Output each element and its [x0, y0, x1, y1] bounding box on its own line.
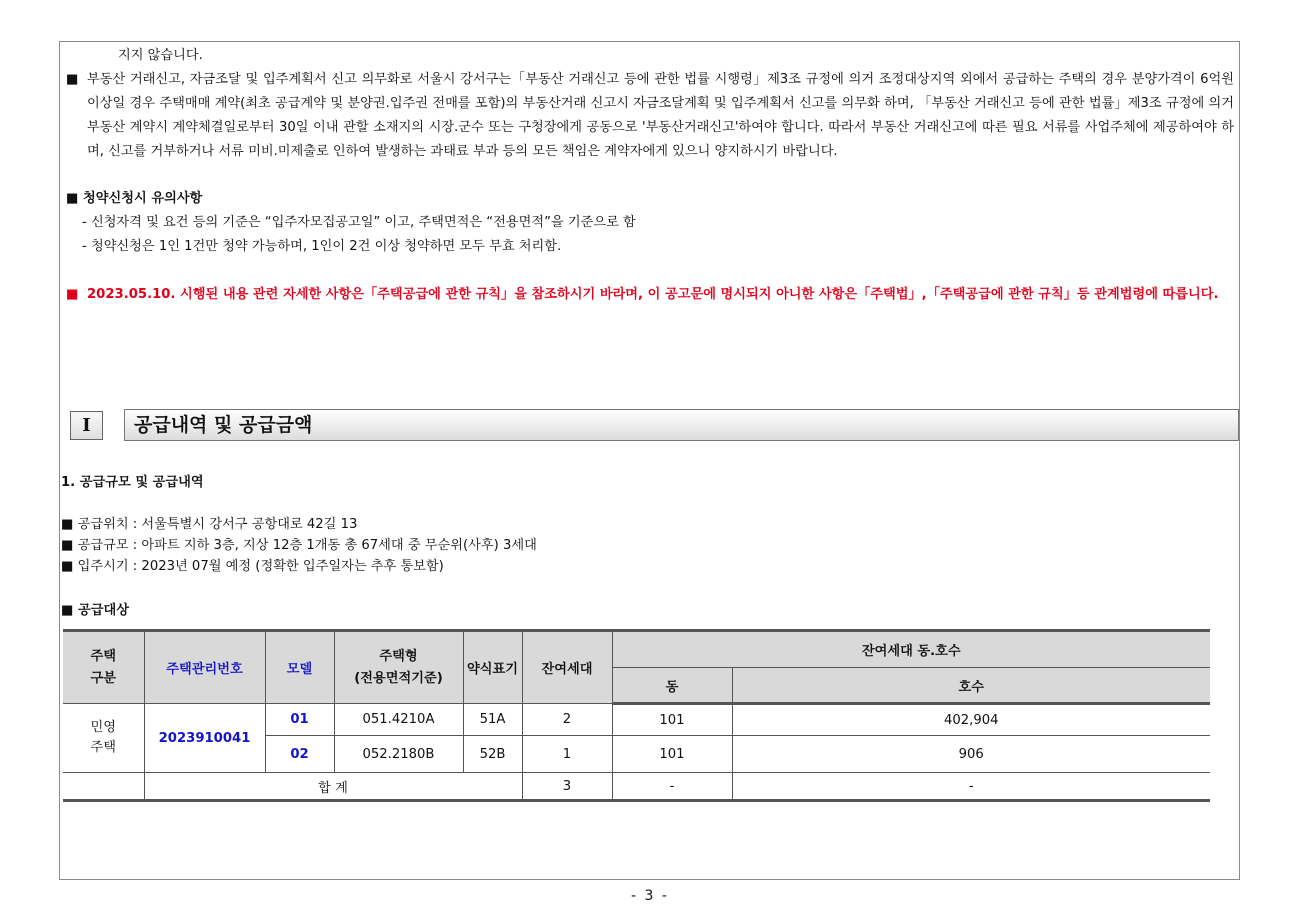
supply-location: ■ 공급위치 : 서울특별시 강서구 공항대로 42길 13: [61, 517, 358, 532]
page-number: - 3 -: [631, 888, 669, 904]
cell-house-type: 051.4210A: [334, 704, 463, 736]
regulation-notice-text: 2023.05.10. 시행된 내용 관련 자세한 사항은「주택공급에 관한 규칙」을 참조하시기 바라며, 이 공고문에 명시되지 아니한 사항은「주택법」,「주택공급에 관한 규칙」등 관계법령에 따릅니다.: [87, 287, 1219, 302]
caution-item-1: - 신청자격 및 요건 등의 기준은 “입주자모집공고일” 이고, 주택면적은 “전용면적”을 기준으로 함: [82, 215, 636, 230]
cell-total-ho: -: [732, 773, 1210, 801]
cell-total-blank: [63, 773, 144, 801]
cell-management-number: 2023910041: [144, 704, 265, 773]
cell-house-type: 052.2180B: [334, 736, 463, 773]
header-housing-type: 주택 구분: [63, 631, 144, 704]
header-short-code: 약식표기: [463, 631, 522, 704]
cell-remaining: 2: [522, 704, 612, 736]
supply-scale: ■ 공급규모 : 아파트 지하 3층, 지상 12층 1개동 총 67세대 중 무순위(사후) 3세대: [61, 538, 537, 553]
cell-remaining: 1: [522, 736, 612, 773]
table-total-row: [63, 773, 1210, 801]
table-row: [63, 704, 1210, 736]
cell-ho: 402,904: [732, 704, 1210, 736]
cell-model: 02: [265, 736, 334, 773]
subsection-heading: 1. 공급규모 및 공급내역: [61, 475, 204, 490]
supply-target-heading: ■ 공급대상: [61, 603, 130, 618]
cell-dong: 101: [612, 704, 732, 736]
header-dong: 동: [612, 668, 732, 704]
supply-target-table: [63, 629, 1210, 802]
header-model: 모델: [265, 631, 334, 704]
move-in-period: ■ 입주시기 : 2023년 07월 예정 (정확한 입주일자는 추후 통보함): [61, 559, 444, 574]
cell-dong: 101: [612, 736, 732, 773]
caution-item-2: - 청약신청은 1인 1건만 청약 가능하며, 1인이 2건 이상 청약하면 모두 무효 처리함.: [82, 239, 562, 254]
cell-total-label: 합 계: [144, 773, 522, 801]
header-house-type: 주택형 (전용면적기준): [334, 631, 463, 704]
square-bullet-icon: ■: [66, 72, 79, 87]
regulation-notice: [66, 283, 1234, 307]
header-remaining: 잔여세대: [522, 631, 612, 704]
table-header-row: [63, 631, 1210, 668]
cell-short-code: 51A: [463, 704, 522, 736]
cell-housing-type: 민영 주택: [63, 704, 144, 773]
continued-line: 지지 않습니다.: [118, 48, 203, 63]
caution-heading: ■ 청약신청시 유의사항: [66, 191, 203, 206]
cell-short-code: 52B: [463, 736, 522, 773]
real-estate-report-notice: [66, 68, 1234, 164]
cell-total-remaining: 3: [522, 773, 612, 801]
header-management-number: 주택관리번호: [144, 631, 265, 704]
section-number: I: [70, 411, 103, 440]
square-bullet-icon: ■: [66, 287, 79, 302]
cell-model: 01: [265, 704, 334, 736]
section-title: 공급내역 및 공급금액: [124, 409, 1239, 441]
real-estate-report-text: 부동산 거래신고, 자금조달 및 입주계획서 신고 의무화로 서울시 강서구는「부동산 거래신고 등에 관한 법률 시행령」제3조 규정에 의거 조정대상지역 외에서 공급하는 주택의 경우 분양가격이 6억원 이상일 경우 주택매매 계약(최초 공급계약 및 분양권.입주권 전매를 포함)의 부동산거래 신고시 자금조달계획 및 입주계획서 신고를 의무화 하며, 「부동산 거래신고 등에 관한 법률」제3조 규정에 의거 부동산 계약시 계약체결일로부터 30일 이내 관할 소재지의 시장.군수 또는 구청장에게 공동으로 '부동산거래신고'하여야 합니다. 따라서 부동산 거래신고에 따른 필요 서류를 사업주체에 제공하여야 하며, 신고를 거부하거나 서류 미비.미제출로 인하여 발생하는 과태료 부과 등의 모든 책임은 계약자에게 있으니 양지하시기 바랍니다.: [87, 72, 1234, 159]
cell-ho: 906: [732, 736, 1210, 773]
header-remaining-units: 잔여세대 동.호수: [612, 631, 1210, 668]
cell-total-dong: -: [612, 773, 732, 801]
header-ho: 호수: [732, 668, 1210, 704]
